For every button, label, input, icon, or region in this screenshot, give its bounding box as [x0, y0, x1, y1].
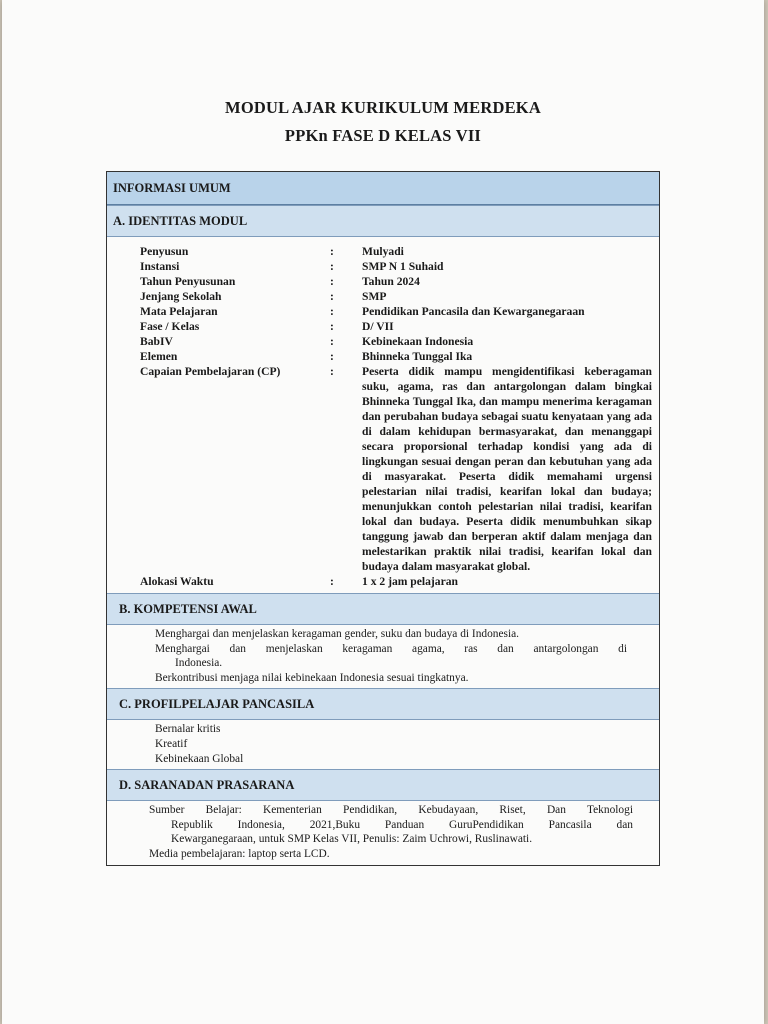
identitas-row: [107, 349, 659, 364]
row-label: Elemen: [140, 350, 178, 363]
row-colon: :: [330, 245, 334, 258]
row-colon: :: [330, 575, 334, 588]
row-label: Mata Pelajaran: [140, 305, 218, 318]
row-colon: :: [330, 275, 334, 288]
identitas-row: [107, 319, 659, 334]
list-item: Kebinekaan Global: [155, 752, 244, 765]
identitas-row: [107, 574, 659, 589]
row-colon: :: [330, 335, 334, 348]
list-item: Bernalar kritis: [155, 723, 221, 736]
row-value: Tahun 2024: [362, 275, 420, 288]
media-pembelajaran: Media pembelajaran: laptop serta LCD.: [149, 847, 330, 860]
row-value: SMP N 1 Suhaid: [362, 260, 444, 273]
sumber-belajar-line: Kewarganegaraan, untuk SMP Kelas VII, Penulis: Zaim Uchrowi, Ruslinawati.: [171, 833, 533, 846]
row-value: Kebinekaan Indonesia: [362, 335, 474, 348]
capaian-pembelajaran-text: Peserta didik mampu mengidentifikasi keberagaman suku, agama, ras dan antargolongan dalam bingkai Bhinneka Tunggal Ika, dan mampu menerima keragaman dan perubahan budaya sebagai suatu kenyataan yang ada di dalam kehidupan bermasyarakat, dan menanggapi secara proporsional terhadap kondisi yang ada di lingkungan sesuai dengan peran dan kebutuhan yang ada di masyarakat. Peserta didik memahami urgensi pelestarian nilai tradisi, kearifan lokal dan budaya; menunjukkan contoh pelestarian nilai tradisi, kearifan lokal dan budaya. Peserta didik menumbuhkan sikap tanggung jawab dan berperan aktif dalam menjaga dan melestarikan praktik nilai tradisi, kearifan lokal dan budaya dalam masyarakat global.: [362, 365, 652, 573]
row-colon: :: [330, 260, 334, 273]
row-value: Mulyadi: [362, 245, 404, 258]
section-sarana-heading: D. SARANADAN PRASARANA: [107, 769, 659, 801]
row-label: Penyusun: [140, 245, 189, 258]
list-item: Berkontribusi menjaga nilai kebinekaan Indonesia sesuai tingkatnya.: [155, 671, 469, 684]
row-label: Instansi: [140, 260, 180, 273]
row-colon: :: [330, 365, 334, 378]
profil-list: [107, 720, 659, 769]
row-colon: :: [330, 320, 334, 333]
module-table: [106, 171, 660, 866]
row-label: Tahun Penyusunan: [140, 275, 236, 288]
row-value: D/ VII: [362, 320, 394, 333]
identitas-row: [107, 274, 659, 289]
kompetensi-list: [107, 625, 659, 688]
row-value: SMP: [362, 290, 387, 303]
row-label: Capaian Pembelajaran (CP): [140, 365, 281, 378]
row-colon: :: [330, 350, 334, 363]
row-colon: :: [330, 290, 334, 303]
list-item: Kreatif: [155, 737, 188, 750]
identitas-row: [107, 304, 659, 319]
document-page: [2, 0, 764, 1024]
row-label: Jenjang Sekolah: [140, 290, 222, 303]
identitas-row-capaian: [107, 364, 659, 574]
list-item-continuation: Indonesia.: [175, 657, 223, 670]
row-value: Bhinneka Tunggal Ika: [362, 350, 473, 363]
sarana-list: [107, 801, 659, 864]
row-colon: :: [330, 305, 334, 318]
section-profil-heading: C. PROFILPELAJAR PANCASILA: [107, 688, 659, 720]
row-label: Fase / Kelas: [140, 320, 200, 333]
list-item: Menghargai dan menjelaskan keragaman gender, suku dan budaya di Indonesia.: [155, 628, 520, 640]
section-identitas-heading: A. IDENTITAS MODUL: [107, 205, 659, 237]
section-kompetensi-heading: B. KOMPETENSI AWAL: [107, 593, 659, 625]
identitas-row: [107, 289, 659, 304]
sumber-belajar-line: Sumber Belajar: Kementerian Pendidikan, Kebudayaan, Riset, Dan Teknologi: [149, 804, 633, 817]
row-value: Pendidikan Pancasila dan Kewarganegaraan: [362, 305, 585, 318]
row-label: Alokasi Waktu: [140, 575, 214, 588]
identitas-row: [107, 334, 659, 349]
identitas-row: [107, 244, 659, 259]
sumber-belajar-line: Republik Indonesia, 2021,Buku Panduan GuruPendidikan Pancasila dan: [171, 818, 633, 831]
section-informasi-umum: INFORMASI UMUM: [107, 172, 659, 205]
identitas-row: [107, 259, 659, 274]
document-subtitle: PPKn FASE D KELAS VII: [284, 126, 482, 145]
row-label: BabIV: [140, 335, 173, 348]
identitas-list: [107, 237, 659, 593]
row-value: 1 x 2 jam pelajaran: [362, 575, 458, 588]
document-title: MODUL AJAR KURIKULUM MERDEKA: [225, 98, 541, 117]
list-item: Menghargai dan menjelaskan keragaman agama, ras dan antargolongan di: [155, 642, 627, 655]
